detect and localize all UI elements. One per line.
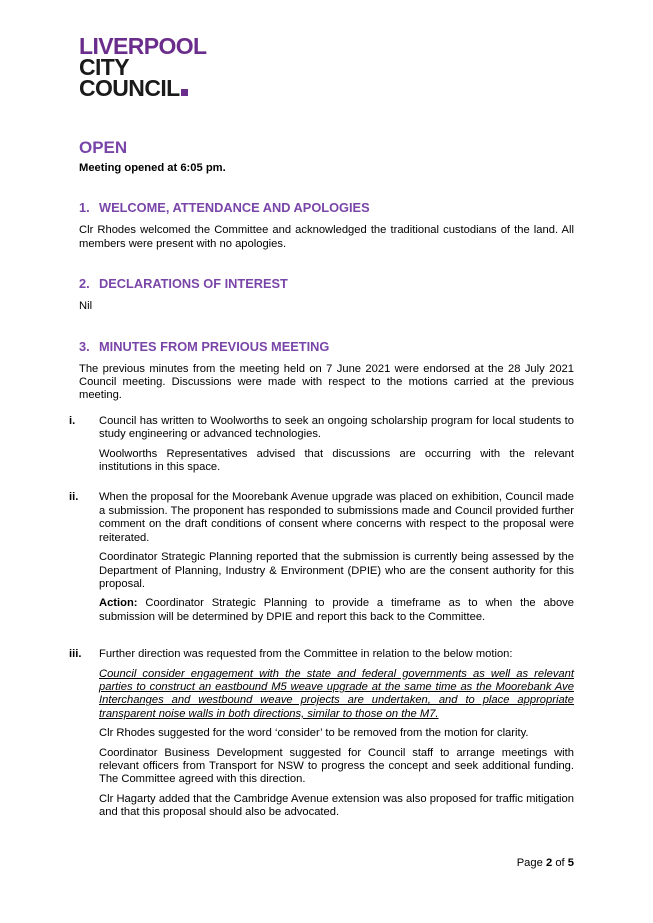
logo-line-3-text: COUNCIL [79, 75, 180, 101]
list-item-iii-para-2: Clr Rhodes suggested for the word ‘consider’ to be removed from the motion for clarity. [99, 727, 529, 740]
section-2-heading [79, 276, 574, 291]
list-item-ii-para-1: When the proposal for the Moorebank Avenue upgrade was placed on exhibition, Council made a submission. The proponent has responded to submissions made and Council provided further comment on the draft conditions of consent where concerns with respect to the proposal were reiterated. [99, 491, 574, 544]
meeting-opened-text: Meeting opened at 6:05 pm. [79, 162, 226, 174]
list-item-iii-numeral: iii. [69, 648, 82, 661]
list-item-iii-para-4: Clr Hagarty added that the Cambridge Avenue extension was also proposed for traffic mitigation and that this proposal should also be advocated. [99, 792, 574, 819]
document-body [69, 138, 574, 820]
list-item-iii-para-1: Further direction was requested from the Committee in relation to the below motion: [99, 648, 513, 661]
list-item-ii [69, 491, 574, 624]
motion-text: Council consider engagement with the state and federal governments as well as relevant parties to construct an eastbound M5 weave upgrade at the same time as the Moorebank Ave Interchanges and westbound weave projects are undertaken, and to place appropriate transparent noise walls in both directions, similar to those on the M7. [99, 667, 574, 720]
section-3-title: MINUTES FROM PREVIOUS MEETING [99, 338, 330, 354]
open-heading: OPEN [79, 138, 128, 157]
logo-line-1: LIVERPOOL [79, 33, 207, 59]
list-item-i-para-2: Woolworths Representatives advised that discussions are occurring with the relevant institutions in this space. [99, 447, 574, 474]
action-text: Coordinator Strategic Planning to provide a timeframe as to when the above submission will be determined by DPIE and report this back to the Committee. [99, 597, 574, 623]
council-logo [79, 33, 207, 101]
section-2-title: DECLARATIONS OF INTEREST [99, 276, 288, 292]
section-1-text: Clr Rhodes welcomed the Committee and acknowledged the traditional custodians of the land. All members were present with no apologies. [79, 224, 574, 250]
section-3-text: The previous minutes from the meeting held on 7 June 2021 were endorsed at the 28 July 2021 Council meeting. Discussions were made with respect to the motions carried at the previous meeting. [79, 362, 574, 402]
page-word: Page [516, 857, 543, 869]
section-2-number: 2. [79, 276, 90, 292]
list-item-ii-numeral: ii. [69, 491, 79, 504]
total-pages: 5 [567, 857, 574, 869]
logo-dot-icon [181, 89, 188, 96]
section-2-text: Nil [79, 300, 93, 313]
section-3-heading [79, 339, 574, 354]
list-item-i-para-1: Council has written to Woolworths to seek an ongoing scholarship program for local students to study engineering or advanced technologies. [99, 414, 574, 441]
list-item-ii-para-2: Coordinator Strategic Planning reported that the submission is currently being assessed by the Department of Planning, Industry & Environment (DPIE) who are the consent authority for this proposal. [99, 551, 574, 590]
list-item-iii-para-3: Coordinator Business Development suggested for Council staff to arrange meetings with relevant officers from Transport for NSW to progress the concept and seek additional funding. The Committee agreed with this direction. [99, 746, 574, 786]
list-item-iii [69, 648, 574, 819]
list-item-i [69, 414, 574, 475]
logo-line-2: CITY [79, 54, 129, 80]
page-number [517, 857, 574, 869]
list-item-ii-action [99, 597, 574, 624]
action-label: Action: [99, 597, 138, 610]
list-item-i-numeral: i. [69, 414, 76, 427]
section-1-title: WELCOME, ATTENDANCE AND APOLOGIES [99, 200, 370, 216]
section-3-number: 3. [79, 338, 90, 354]
section-1-heading [79, 200, 574, 215]
current-page: 2 [545, 857, 553, 869]
of-word: of [555, 857, 565, 869]
section-1-number: 1. [79, 200, 90, 216]
logo-line-3 [79, 75, 207, 101]
